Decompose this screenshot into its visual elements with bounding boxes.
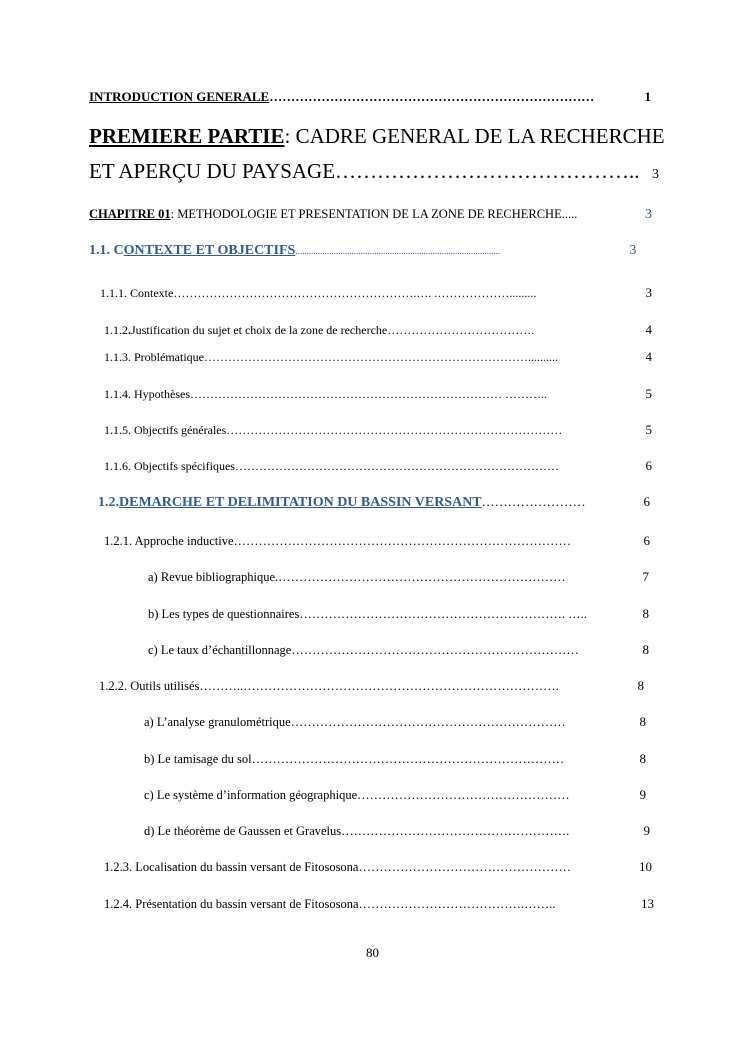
page-number: 1 [644, 89, 651, 104]
toc-entry-1-2-2[interactable] [99, 678, 644, 694]
dot-leader: ........................................................................................... [295, 246, 501, 256]
page-number: 9 [643, 823, 650, 838]
entry-title: d) Le théorème de Gaussen et Gravelus [144, 824, 342, 838]
dot-leader: ……………………………………………………………………… [234, 459, 559, 473]
dot-leader: ………..…………………………………………………………………. [199, 679, 559, 693]
entry-title: b) Le tamisage du sol [144, 752, 252, 766]
dot-leader: ……………………………………………………………………….......... [203, 350, 558, 364]
page-number: 8 [642, 642, 649, 657]
dot-leader: …………………………………………… [358, 860, 571, 874]
toc-entry-1-2-4[interactable] [104, 896, 654, 912]
dot-leader: ………………………………………………………………… [269, 89, 595, 104]
page-number: 3 [652, 167, 659, 182]
page-number: 4 [645, 349, 652, 364]
dot-leader: ………………………………………………. [341, 824, 570, 838]
dot-leader: …………………………………………………………… [291, 643, 579, 657]
entry-title: a) L’analyse granulométrique [144, 715, 291, 729]
dot-leader: ………………………………….…….. [358, 897, 556, 911]
toc-entry-1-1-4[interactable] [104, 386, 652, 402]
part-title: PREMIERE PARTIE [89, 124, 285, 148]
entry-title: c) Le taux d’échantillonnage [148, 643, 292, 657]
dot-leader: ……………………………………………………………………… [233, 534, 571, 548]
page-number: 8 [639, 751, 646, 766]
dot-leader: ..... [561, 207, 578, 221]
dot-leader: …………………………………………………….…. .………………......... [173, 286, 537, 300]
dot-leader: …………………………………………… [357, 788, 570, 802]
toc-entry-1-1-5[interactable] [104, 422, 652, 438]
page-number: 5 [645, 422, 652, 437]
page-number: 7 [642, 569, 649, 584]
entry-title: 1.1.3. Problématique [104, 350, 204, 364]
dot-leader: ………………………………………………………. ….. [299, 607, 587, 621]
dot-leader: …………………… [481, 494, 586, 509]
page-number: 6 [643, 533, 650, 548]
toc-part-heading[interactable] [89, 124, 665, 149]
chapter-title: : METHODOLOGIE ET PRESENTATION DE LA ZONE DE RECHERCHE [170, 207, 562, 221]
part-subtitle: : CADRE GENERAL DE LA RECHERCHE [284, 124, 665, 148]
toc-entry-1-1-1[interactable] [100, 285, 652, 301]
page-number: 10 [639, 859, 652, 874]
toc-entry-1-2-2-d[interactable] [144, 823, 650, 839]
chapter-label: CHAPITRE 01 [89, 207, 171, 221]
toc-entry-1-2-1-c[interactable] [148, 642, 649, 658]
dot-leader: ………………………………………………………………… [251, 752, 565, 766]
dot-leader: ………………………………. [387, 323, 535, 337]
entry-title: 1.1.1. Contexte [100, 286, 174, 300]
toc-part-heading-continued[interactable] [89, 159, 659, 184]
toc-entry-1-1-3[interactable] [104, 349, 652, 365]
toc-entry-1-2-2-b[interactable] [144, 751, 646, 767]
toc-entry-1-2-3[interactable] [104, 859, 652, 875]
part-subtitle-line2: ET APERÇU DU PAYSAGE [89, 159, 336, 183]
dot-leader: …………………………………………………………… [278, 570, 566, 584]
entry-title: b) Les types de questionnaires [148, 607, 300, 621]
page-footer-number: 80 [366, 945, 379, 960]
toc-entry-1-2-1[interactable] [104, 533, 650, 549]
entry-title: 1.2.3. Localisation du bassin versant de Fitososona [104, 860, 359, 874]
page-number: 3 [645, 207, 652, 222]
entry-title: INTRODUCTION GENERALE [89, 89, 270, 104]
dot-leader: ………………………………………………………………………… [226, 423, 563, 437]
entry-title: a) Revue bibliographique. [148, 570, 279, 584]
page-number: 4 [645, 322, 652, 337]
section-title: ONTEXTE ET OBJECTIFS [123, 243, 296, 258]
page-number: 3 [629, 243, 637, 258]
entry-title: Justification du sujet et choix de la zone de recherche [131, 323, 388, 337]
entry-title: 1.2.1. Approche inductive [104, 534, 234, 548]
page-number: 3 [645, 285, 652, 300]
dot-leader: …………………………………….. [335, 159, 640, 183]
section-title: DEMARCHE ET DELIMITATION DU BASSIN VERSANT [119, 495, 482, 510]
toc-entry-1-2-1-a[interactable] [148, 569, 649, 585]
toc-entry-1-2-2-c[interactable] [144, 787, 646, 803]
section-number: 1.1. C [89, 243, 124, 258]
toc-chapter[interactable] [89, 207, 652, 223]
toc-entry-1-1-6[interactable] [104, 458, 652, 474]
page-number: 6 [643, 494, 650, 509]
entry-number: 1.1.2 [104, 323, 128, 337]
page-number: 8 [642, 606, 649, 621]
toc-entry-introduction[interactable] [89, 89, 651, 105]
entry-title: 1.1.4. Hypothèses [104, 387, 190, 401]
page-number: 8 [639, 714, 646, 729]
dot-leader: …………………………………………………………………… ……….. [190, 387, 547, 401]
dot-leader: ………………………………………………………… [290, 715, 566, 729]
entry-title: 1.2.2. Outils utilisés [99, 679, 200, 693]
entry-title: 1.2.4. Présentation du bassin versant de Fitososona [104, 897, 359, 911]
page-number: 6 [645, 458, 652, 473]
page-number: 8 [637, 678, 644, 693]
toc-entry-1-2-1-b[interactable] [148, 606, 649, 622]
entry-title: 1.1.5. Objectifs générales [104, 423, 227, 437]
entry-title: c) Le système d’information géographique [144, 788, 358, 802]
toc-section-1-1[interactable] [89, 243, 652, 259]
page-number: 9 [639, 787, 646, 802]
page-number: 13 [641, 896, 654, 911]
entry-title: 1.1.6. Objectifs spécifiques [104, 459, 235, 473]
page-number: 5 [645, 386, 652, 401]
toc-entry-1-2-2-a[interactable] [144, 714, 646, 730]
toc-entry-1-1-2[interactable] [104, 322, 652, 338]
toc-section-1-2[interactable] [98, 494, 650, 511]
section-number: 1.2. [98, 495, 119, 510]
entry-number-dot: . [128, 323, 131, 337]
